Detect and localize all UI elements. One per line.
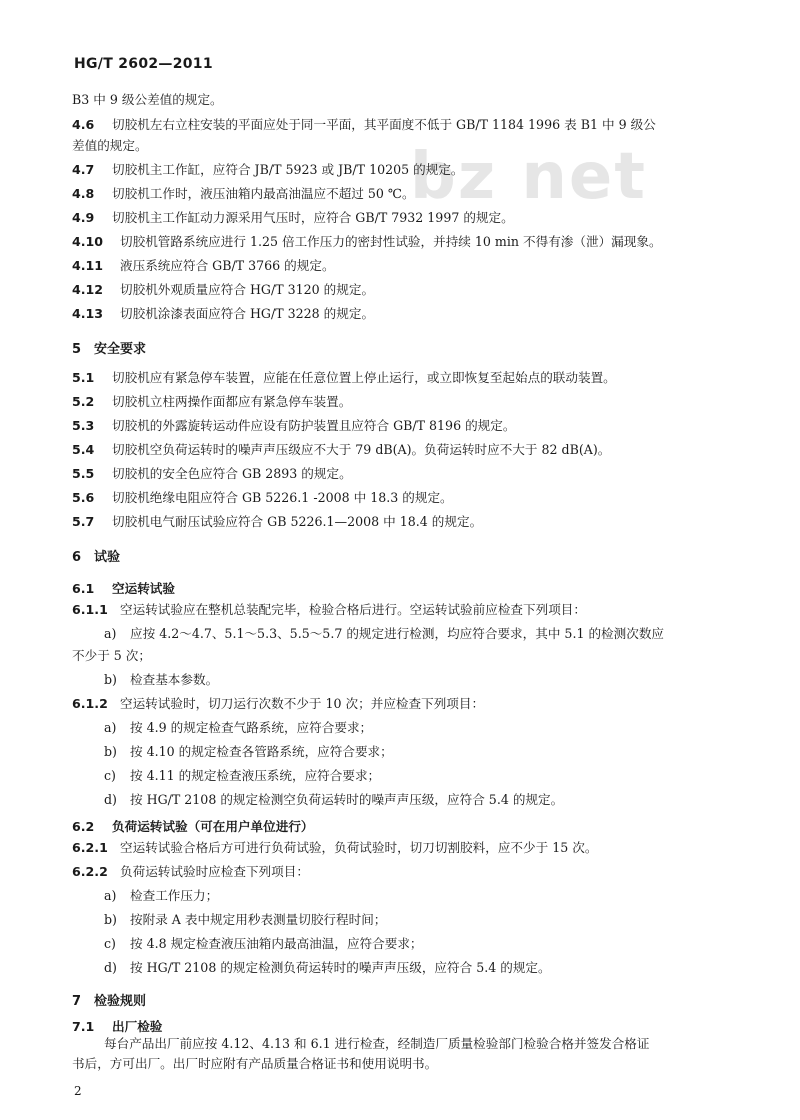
clause-text: 负荷运转试验时应检查下列项目： [120,864,309,879]
list-item: b) 检查基本参数。 [104,672,219,687]
clause-4-11 [72,258,732,274]
clause-text: 空运转试验时，切刀运行次数不少于 10 次；并应检查下列项目： [120,696,485,711]
list-item: a) 检查工作压力； [104,888,219,903]
clause-5-3 [72,418,732,434]
list-item: d) 按 HG/T 2108 的规定检测空负荷运转时的噪声声压级，应符合 5.4 的规定。 [104,792,564,807]
clause-number: 5.6 [72,490,95,505]
clause-text: 切胶机左右立柱安装的平面应处于同一平面，其平面度不低于 GB/T 1184 1996 表 B1 中 9 级公 [112,117,656,132]
clause-number: 6.2.1 [72,840,108,855]
clause-number: 6.1.2 [72,696,108,711]
clause-text: 切胶机管路系统应进行 1.25 倍工作压力的密封性试验，并持续 10 min 不得有渗（泄）漏现象。 [120,234,662,249]
clause-number: 6.2.2 [72,864,108,879]
section-5-heading: 5 安全要求 [72,342,147,357]
clause-text: 切胶机涂漆表面应符合 HG/T 3228 的规定。 [120,306,375,321]
clause-number: 5.5 [72,466,95,481]
paragraph-line: 每台产品出厂前应按 4.12、4.13 和 6.1 进行检查，经制造厂质量检验部门检验合格并签发合格证 [104,1036,650,1051]
clause-number: 4.9 [72,210,95,225]
text-line: B3 中 9 级公差值的规定。 [72,92,223,107]
clause-4-7 [72,162,732,178]
clause-text: 切胶机外观质量应符合 HG/T 3120 的规定。 [120,282,375,297]
subsection-6-1-heading: 6.1 空运转试验 [72,581,175,596]
clause-text: 切胶机绝缘电阻应符合 GB 5226.1 -2008 中 18.3 的规定。 [112,490,453,505]
list-item: c) 按 4.8 规定检查液压油箱内最高油温，应符合要求； [104,936,423,951]
clause-number: 5.4 [72,442,95,457]
list-item: b) 按附录 A 表中规定用秒表测量切胶行程时间； [104,912,387,927]
clause-6-1-2 [72,696,732,712]
clause-6-1-1 [72,602,732,618]
clause-5-5 [72,466,732,482]
clause-number: 5.3 [72,418,95,433]
clause-text: 切胶机工作时，液压油箱内最高油温应不超过 50 ℃。 [112,186,415,201]
list-item: d) 按 HG/T 2108 的规定检测负荷运转时的噪声声压级，应符合 5.4 的规定。 [104,960,551,975]
clause-5-7 [72,514,732,530]
list-item: a) 按 4.9 的规定检查气路系统，应符合要求； [104,720,373,735]
subsection-6-2-heading: 6.2 负荷运转试验（可在用户单位进行） [72,819,314,834]
clause-6-2-1 [72,840,732,856]
clause-text: 切胶机空负荷运转时的噪声声压级应不大于 79 dB(A)。负荷运转时应不大于 82 dB(A)。 [112,442,611,457]
section-7-heading: 7 检验规则 [72,994,147,1009]
text-line: 不少于 5 次； [72,648,151,663]
paragraph-line: 书后，方可出厂。出厂时应附有产品质量合格证书和使用说明书。 [72,1056,438,1071]
clause-4-13 [72,306,732,322]
clause-5-6 [72,490,732,506]
clause-text: 切胶机立柱两操作面都应有紧急停车装置。 [112,394,352,409]
clause-number: 4.13 [72,306,104,321]
clause-number: 4.10 [72,234,104,249]
page-number: 2 [74,1084,82,1098]
clause-text: 切胶机的外露旋转运动件应设有防护装置且应符合 GB/T 8196 的规定。 [112,418,516,433]
clause-text: 切胶机电气耐压试验应符合 GB 5226.1—2008 中 18.4 的规定。 [112,514,483,529]
clause-number: 6.1.1 [72,602,108,617]
clause-text: 空运转试验合格后方可进行负荷试验，负荷试验时，切刀切割胶料，应不少于 15 次。 [120,840,598,855]
clause-number: 4.12 [72,282,104,297]
clause-4-8 [72,186,732,202]
clause-5-1 [72,370,732,386]
clause-text: 切胶机的安全色应符合 GB 2893 的规定。 [112,466,352,481]
clause-4-12 [72,282,732,298]
watermark: bz net [410,140,647,214]
clause-text: 空运转试验应在整机总装配完毕，检验合格后进行。空运转试验前应检查下列项目： [120,602,586,617]
section-6-heading: 6 试验 [72,550,121,565]
list-item: c) 按 4.11 的规定检查液压系统，应符合要求； [104,768,381,783]
clause-number: 4.7 [72,162,95,177]
clause-4-6 [72,117,732,133]
subsection-7-1-heading: 7.1 出厂检验 [72,1019,163,1034]
clause-number: 5.7 [72,514,95,529]
clause-text: 液压系统应符合 GB/T 3766 的规定。 [120,258,335,273]
clause-number: 4.11 [72,258,104,273]
clause-number: 5.2 [72,394,95,409]
clause-4-9 [72,210,732,226]
clause-number: 4.6 [72,117,95,132]
clause-text: 切胶机主工作缸，应符合 JB/T 5923 或 JB/T 10205 的规定。 [112,162,464,177]
standard-code-header: HG/T 2602—2011 [74,56,213,72]
list-item: a) 应按 4.2～4.7、5.1～5.3、5.5～5.7 的规定进行检测，均应符合要求，其中 5.1 的检测次数应 [104,626,665,641]
clause-5-4 [72,442,732,458]
text-line: 差值的规定。 [72,138,148,153]
clause-4-10 [72,234,732,250]
clause-text: 切胶机主工作缸动力源采用气压时，应符合 GB/T 7932 1997 的规定。 [112,210,514,225]
clause-text: 切胶机应有紧急停车装置，应能在任意位置上停止运行，或立即恢复至起始点的联动装置。 [112,370,616,385]
clause-5-2 [72,394,732,410]
clause-number: 4.8 [72,186,95,201]
list-item: b) 按 4.10 的规定检查各管路系统，应符合要求； [104,744,393,759]
clause-6-2-2 [72,864,732,880]
clause-number: 5.1 [72,370,95,385]
